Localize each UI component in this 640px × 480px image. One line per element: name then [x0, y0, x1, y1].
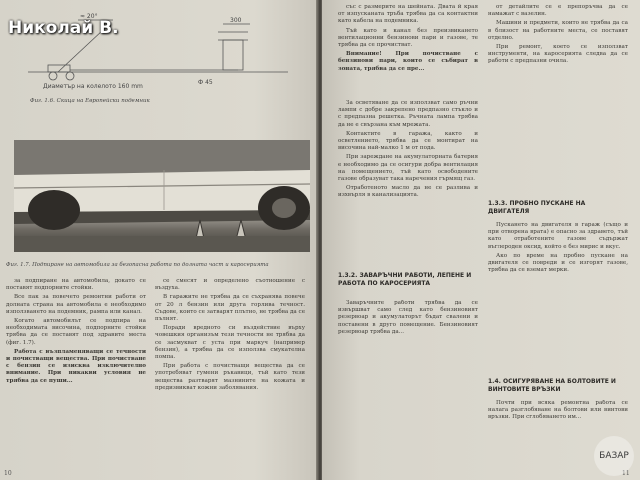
left-column-2 [155, 278, 305, 470]
paragraph: Контактите в гаража, както и осветлението, трябва да се монтират на височина най-малко 1 м от пода. [338, 130, 478, 152]
paragraph: Все пак за повечето ремонтни работи от долната страна на автомобила е необходимо използването на подемник, рампа или канал. [6, 294, 146, 315]
paragraph: Заваръчните работи трябва да се извършват само след като бензиновият резервоар и акумулаторът бъдат свалени и поставени в друго помещение. Бензиновият резервоар трябва да... [338, 300, 478, 335]
paragraph: Поради вредното си въздействие върху човешкия организъм тези течности не трябва да се засмукват с уста при маркуч (например бензин), а трябва да се използва смукателна помпа. [155, 325, 305, 361]
fig17-caption: Фиг. 1.7. Подпиране на автомобила за безопасна работа по долната част и каросерията [6, 262, 269, 268]
paragraph: При работа с почистващи вещества да се употребяват гумени ръкавици, тъй като тези вещества разтварят мазнините на кожата и предизвикват кожни заболявания. [155, 363, 305, 391]
phi-label: Ф 45 [198, 79, 213, 86]
paragraph: Внимание! При почистване с бензинови пари, които се събират в зоната, трябва да се пре... [338, 51, 478, 72]
wheel-diameter-label: Диаметър на колелото 160 mm [43, 83, 143, 90]
paragraph: от детайлите се е препоръчва да се намажат с вазелин. [488, 4, 628, 18]
right-column-1-end [338, 300, 478, 470]
left-column-1 [6, 278, 146, 470]
marketplace-logo-icon: БАЗАР [594, 436, 634, 476]
paragraph: Отработеното масло да не се разлива и изхвърля в канализацията. [338, 185, 478, 199]
car-on-stands-photo [14, 140, 310, 252]
fig16-caption: Фиг. 1.6. Скица на Европейски подемник [30, 98, 150, 104]
right-column-1-top [338, 4, 478, 96]
right-column-2-mid [488, 222, 628, 342]
right-page [322, 0, 640, 480]
lift-post [223, 40, 243, 70]
seller-watermark: Николай В. [8, 18, 119, 38]
lift-wheel-front [66, 72, 74, 80]
left-page [0, 0, 318, 480]
paragraph: се смесят и определено съотношение с въздуха. [155, 278, 305, 292]
paragraph: със с размерите на шейната. Двата й края от изпусканата тръба трябва да са контактни като кабела на подемника. [338, 4, 478, 25]
angle-label: ≈ 20° [80, 13, 98, 20]
paragraph: Работа с възпламеняващи се течности и почистващи вещества. При почистване с бензин се изисква изключително внимание. При никакви условия не трябва да се пуши... [6, 348, 146, 384]
paragraph: При ремонт, което се използват инструменти, на каросерията следва да се работи с предпазни очила. [488, 44, 628, 65]
lift-wheel-rear [49, 72, 57, 80]
paragraph: За осветяване да се използват само ръчни лампи с добре закрепено предпазно стъкло и с предпазна решетка. Ръчната лампа трябва да не е свързана към мрежата. [338, 100, 478, 128]
paragraph: Когато автомобилът се подпира на необходимата височина, подпорните стойки трябва да се поставят под здравите места (фиг. 1.7). [6, 318, 146, 346]
paragraph: Почти при всяка ремонтна работа се налага разглобяване на болтови или винтови връзки. При сглобяването им... [488, 400, 628, 421]
dimension-300-label: 300 [230, 17, 242, 24]
paragraph: При зареждане на акумулаторната батерия е необходимо да се осигури добра вентилация на помещението, тъй като освободените газове образуват така наречения гърмящ газ. [338, 154, 478, 183]
right-column-2-top [488, 4, 628, 194]
right-column-1-mid [338, 100, 478, 250]
paragraph: за подпиране на автомобила, докато се поставят подпорните стойки. [6, 278, 146, 292]
paragraph: Тъй като и канал без преизвикането вентилационни бензинови пари и газове, те трябва да се прочистват. [338, 27, 478, 49]
paragraph: Пускането на двигателя в гараж (също и при отворена врата) е опасно за здравето, тъй като отработените газове съдържат въглероден оксид, който е без мирис и вкус. [488, 222, 628, 250]
section-heading-1-4: 1.4. ОСИГУРЯВАНЕ НА БОЛТОВИТЕ И ВИНТОВИТЕ ВРЪЗКИ [488, 378, 616, 393]
paragraph: Машини и предмети, които не трябва да са в близост на работните места, се поставят отделно. [488, 20, 628, 41]
paragraph: Ако по време на пробно пускане на двигателя се повреди и се изгорят газове, трябва да се вземат мерки. [488, 252, 628, 274]
paragraph: В гаражите не трябва да се съхранява повече от 20 л бензин или друга горлива течност. Съдове, които се затварят плътно, не трябва да се пълнят. [155, 294, 305, 323]
section-heading-1-3-2: 1.3.2. ЗАВАРЪЧНИ РАБОТИ, ЛЕПЕНЕ И РАБОТА ПО КАРОСЕРИЯТА [338, 272, 472, 287]
page-number-left: 10 [4, 470, 12, 477]
page-number-right: 11 [622, 470, 630, 477]
section-heading-1-3-3: 1.3.3. ПРОБНО ПУСКАНЕ НА ДВИГАТЕЛЯ [488, 200, 586, 215]
